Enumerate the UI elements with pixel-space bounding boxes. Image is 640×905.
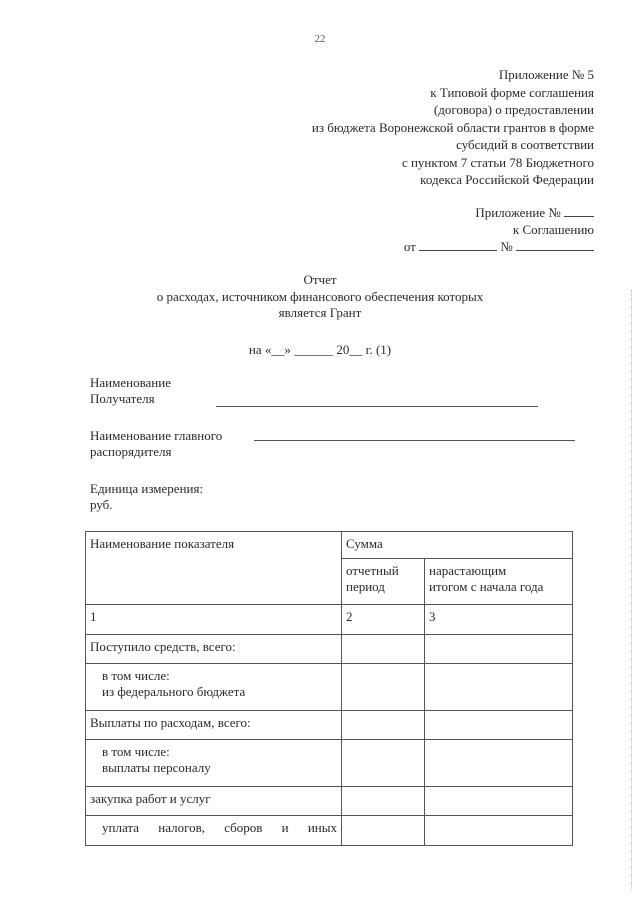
table-header-row (86, 532, 573, 559)
value-cell (342, 711, 425, 740)
column-number: 2 (342, 605, 425, 635)
appendix-line: (договора) о предоставлении (433, 102, 594, 117)
blank-line (564, 204, 594, 217)
header-sum: Сумма (342, 532, 573, 559)
agreement-reference (404, 204, 594, 255)
table-row (86, 635, 573, 664)
appendix-line: кодекса Российской Федерации (420, 172, 594, 187)
blank-line (419, 238, 497, 251)
appendix-line: к Типовой форме соглашения (430, 84, 594, 100)
chief-manager-blank (254, 440, 575, 441)
appendix-line: из бюджета Воронежской области грантов в форме (311, 119, 594, 135)
agreement-appendix-line: Приложение № (404, 204, 594, 221)
value-cell (425, 664, 573, 711)
column-number: 3 (425, 605, 573, 635)
table-row (86, 711, 573, 740)
table-row (86, 740, 573, 787)
value-cell (342, 787, 425, 816)
table-row (86, 664, 573, 711)
table-row (86, 787, 573, 816)
row-label: в том числе: из федерального бюджета (86, 664, 342, 711)
appendix-line: с пунктом 7 статьи 78 Бюджетного (401, 154, 594, 170)
row-label: Поступило средств, всего: (86, 635, 342, 664)
appendix-line: субсидий в соответствии (456, 137, 594, 152)
agreement-date-number-line: от № (404, 238, 594, 255)
scan-edge-line (631, 290, 633, 890)
value-cell (425, 740, 573, 787)
page-number: 22 (314, 33, 326, 45)
recipient-blank (216, 406, 538, 407)
report-table (85, 531, 573, 846)
appendix-header (312, 66, 594, 189)
value-cell (425, 711, 573, 740)
row-label: Выплаты по расходам, всего: (86, 711, 342, 740)
header-reporting-period: отчетный период (342, 559, 425, 605)
value-cell (425, 816, 573, 846)
row-label: в том числе: выплаты персоналу (86, 740, 342, 787)
row-label: уплата налогов, сборов и иных (86, 816, 342, 846)
appendix-line: Приложение № 5 (498, 67, 594, 82)
header-cumulative: нарастающим итогом с начала года (425, 559, 573, 605)
unit-of-measure: Единица измерения: руб. (90, 481, 204, 512)
table-numbering-row (86, 605, 573, 635)
value-cell (342, 664, 425, 711)
header-indicator: Наименование показателя (86, 532, 342, 605)
value-cell (425, 635, 573, 664)
value-cell (425, 787, 573, 816)
chief-manager-label: Наименование главного распорядителя (90, 428, 223, 459)
recipient-label: Наименование Получателя (90, 375, 171, 406)
value-cell (342, 816, 425, 846)
row-label: закупка работ и услуг (86, 787, 342, 816)
column-number: 1 (86, 605, 342, 635)
report-period: на «__» ______ 20__ г. (1) (248, 342, 392, 357)
agreement-line: к Соглашению (512, 222, 594, 237)
value-cell (342, 740, 425, 787)
value-cell (342, 635, 425, 664)
blank-line (516, 238, 594, 251)
report-title: Отчет о расходах, источником финансового обеспечения которых является Грант (156, 272, 484, 320)
table-row (86, 816, 573, 846)
